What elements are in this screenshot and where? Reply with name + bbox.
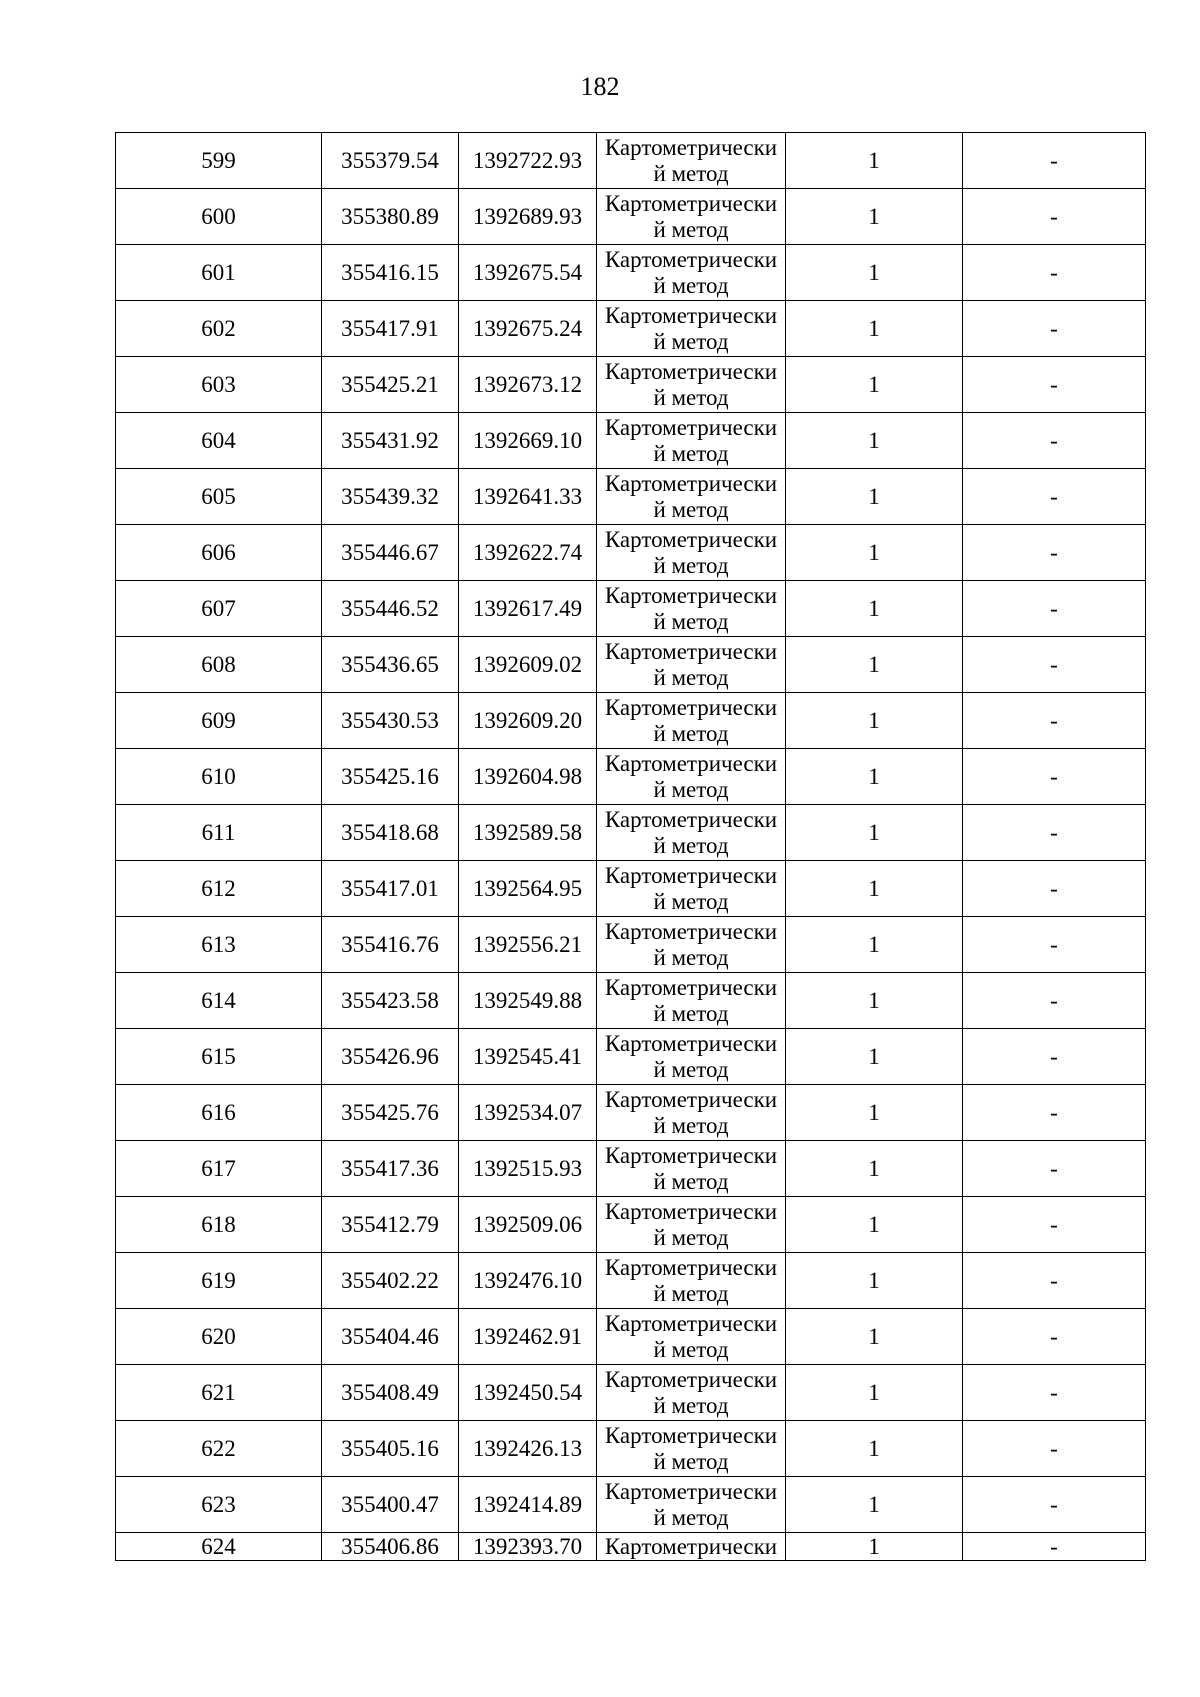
method-line-1: Картометрически [604, 526, 778, 552]
table-row [116, 637, 1146, 693]
x-coordinate-cell: 355426.96 [322, 1029, 459, 1085]
note-cell: - [963, 301, 1146, 357]
page-number: 182 [580, 72, 620, 101]
method-line-1: Картометрически [604, 1086, 778, 1112]
precision-cell: 1 [786, 1085, 963, 1141]
note-cell: - [963, 1533, 1146, 1561]
point-number-cell: 611 [116, 805, 322, 861]
note-cell: - [963, 693, 1146, 749]
point-number-cell: 614 [116, 973, 322, 1029]
method-line-1: Картометрически [604, 750, 778, 776]
note-cell: - [963, 357, 1146, 413]
note-cell: - [963, 413, 1146, 469]
method-line-1: Картометрически [604, 862, 778, 888]
x-coordinate-cell: 355416.15 [322, 245, 459, 301]
method-line-2: й метод [653, 608, 729, 634]
note-cell: - [963, 637, 1146, 693]
method-cell [597, 1309, 786, 1365]
method-line-1: Картометрически [604, 134, 778, 160]
method-line-2: й метод [653, 720, 729, 746]
y-coordinate-cell: 1392609.20 [459, 693, 597, 749]
y-coordinate-cell: 1392534.07 [459, 1085, 597, 1141]
method-cell [597, 861, 786, 917]
precision-cell: 1 [786, 1533, 963, 1561]
table-row [116, 189, 1146, 245]
note-cell: - [963, 1477, 1146, 1533]
point-number-cell: 602 [116, 301, 322, 357]
point-number-cell: 620 [116, 1309, 322, 1365]
method-line-1: Картометрически [604, 1422, 778, 1448]
table-row [116, 581, 1146, 637]
precision-cell: 1 [786, 1477, 963, 1533]
y-coordinate-cell: 1392617.49 [459, 581, 597, 637]
y-coordinate-cell: 1392675.24 [459, 301, 597, 357]
method-cell [597, 413, 786, 469]
method-line-1: Картометрически [604, 694, 778, 720]
method-cell [597, 189, 786, 245]
x-coordinate-cell: 355417.91 [322, 301, 459, 357]
x-coordinate-cell: 355405.16 [322, 1421, 459, 1477]
y-coordinate-cell: 1392609.02 [459, 637, 597, 693]
method-line-1: Картометрически [604, 1198, 778, 1224]
note-cell: - [963, 245, 1146, 301]
method-line-1: Картометрически [604, 1534, 778, 1559]
note-cell: - [963, 1365, 1146, 1421]
x-coordinate-cell: 355400.47 [322, 1477, 459, 1533]
method-line-2: й метод [653, 440, 729, 466]
x-coordinate-cell: 355425.16 [322, 749, 459, 805]
method-cell [597, 1365, 786, 1421]
precision-cell: 1 [786, 1253, 963, 1309]
table-row [116, 1197, 1146, 1253]
point-number-cell: 618 [116, 1197, 322, 1253]
method-line-2: й метод [653, 1504, 729, 1530]
method-line-1: Картометрически [604, 246, 778, 272]
x-coordinate-cell: 355436.65 [322, 637, 459, 693]
y-coordinate-cell: 1392393.70 [459, 1533, 597, 1561]
table-row [116, 1309, 1146, 1365]
precision-cell: 1 [786, 1029, 963, 1085]
method-cell [597, 301, 786, 357]
x-coordinate-cell: 355423.58 [322, 973, 459, 1029]
y-coordinate-cell: 1392589.58 [459, 805, 597, 861]
point-number-cell: 608 [116, 637, 322, 693]
x-coordinate-cell: 355412.79 [322, 1197, 459, 1253]
precision-cell: 1 [786, 189, 963, 245]
y-coordinate-cell: 1392689.93 [459, 189, 597, 245]
table-row [116, 973, 1146, 1029]
table-body [116, 133, 1146, 1561]
note-cell: - [963, 1309, 1146, 1365]
y-coordinate-cell: 1392564.95 [459, 861, 597, 917]
method-line-1: Картометрически [604, 1310, 778, 1336]
precision-cell: 1 [786, 1141, 963, 1197]
y-coordinate-cell: 1392509.06 [459, 1197, 597, 1253]
y-coordinate-cell: 1392622.74 [459, 525, 597, 581]
method-cell [597, 693, 786, 749]
y-coordinate-cell: 1392675.54 [459, 245, 597, 301]
point-number-cell: 600 [116, 189, 322, 245]
precision-cell: 1 [786, 469, 963, 525]
table-row [116, 917, 1146, 973]
note-cell: - [963, 1141, 1146, 1197]
method-cell [597, 805, 786, 861]
precision-cell: 1 [786, 413, 963, 469]
note-cell: - [963, 805, 1146, 861]
precision-cell: 1 [786, 581, 963, 637]
method-line-2: й метод [653, 1056, 729, 1082]
method-cell [597, 581, 786, 637]
note-cell: - [963, 133, 1146, 189]
x-coordinate-cell: 355402.22 [322, 1253, 459, 1309]
precision-cell: 1 [786, 525, 963, 581]
method-cell [597, 1085, 786, 1141]
precision-cell: 1 [786, 245, 963, 301]
table-row [116, 693, 1146, 749]
precision-cell: 1 [786, 917, 963, 973]
note-cell: - [963, 1421, 1146, 1477]
method-line-2: й метод [653, 496, 729, 522]
method-line-2: й метод [653, 1448, 729, 1474]
method-line-1: Картометрически [604, 302, 778, 328]
note-cell: - [963, 1197, 1146, 1253]
method-line-2: й метод [653, 1224, 729, 1250]
x-coordinate-cell: 355431.92 [322, 413, 459, 469]
precision-cell: 1 [786, 301, 963, 357]
table-row [116, 749, 1146, 805]
y-coordinate-cell: 1392673.12 [459, 357, 597, 413]
x-coordinate-cell: 355417.01 [322, 861, 459, 917]
point-number-cell: 610 [116, 749, 322, 805]
x-coordinate-cell: 355425.76 [322, 1085, 459, 1141]
table-row [116, 357, 1146, 413]
point-number-cell: 603 [116, 357, 322, 413]
method-line-2: й метод [653, 888, 729, 914]
point-number-cell: 622 [116, 1421, 322, 1477]
precision-cell: 1 [786, 133, 963, 189]
x-coordinate-cell: 355425.21 [322, 357, 459, 413]
table-row [116, 1029, 1146, 1085]
y-coordinate-cell: 1392450.54 [459, 1365, 597, 1421]
method-line-1: Картометрически [604, 1030, 778, 1056]
precision-cell: 1 [786, 1421, 963, 1477]
method-line-2: й метод [653, 1336, 729, 1362]
point-number-cell: 609 [116, 693, 322, 749]
table-row [116, 1253, 1146, 1309]
point-number-cell: 617 [116, 1141, 322, 1197]
table-row [116, 245, 1146, 301]
table-row [116, 1365, 1146, 1421]
method-line-2: й метод [653, 1392, 729, 1418]
method-cell [597, 1421, 786, 1477]
method-cell [597, 245, 786, 301]
table-row [116, 525, 1146, 581]
note-cell: - [963, 1253, 1146, 1309]
method-line-2: й метод [653, 1280, 729, 1306]
point-number-cell: 607 [116, 581, 322, 637]
note-cell: - [963, 581, 1146, 637]
point-number-cell: 624 [116, 1533, 322, 1561]
point-number-cell: 616 [116, 1085, 322, 1141]
table-row [116, 1533, 1146, 1561]
precision-cell: 1 [786, 1309, 963, 1365]
precision-cell: 1 [786, 637, 963, 693]
point-number-cell: 613 [116, 917, 322, 973]
precision-cell: 1 [786, 805, 963, 861]
y-coordinate-cell: 1392669.10 [459, 413, 597, 469]
note-cell: - [963, 525, 1146, 581]
table-row [116, 469, 1146, 525]
method-cell [597, 917, 786, 973]
precision-cell: 1 [786, 693, 963, 749]
point-number-cell: 621 [116, 1365, 322, 1421]
point-number-cell: 612 [116, 861, 322, 917]
x-coordinate-cell: 355439.32 [322, 469, 459, 525]
method-cell [597, 973, 786, 1029]
y-coordinate-cell: 1392556.21 [459, 917, 597, 973]
y-coordinate-cell: 1392722.93 [459, 133, 597, 189]
table-row [116, 861, 1146, 917]
y-coordinate-cell: 1392476.10 [459, 1253, 597, 1309]
y-coordinate-cell: 1392641.33 [459, 469, 597, 525]
method-line-2: й метод [653, 1112, 729, 1138]
table-row [116, 1141, 1146, 1197]
x-coordinate-cell: 355446.52 [322, 581, 459, 637]
note-cell: - [963, 189, 1146, 245]
y-coordinate-cell: 1392515.93 [459, 1141, 597, 1197]
method-line-2: й метод [653, 1000, 729, 1026]
precision-cell: 1 [786, 357, 963, 413]
method-cell [597, 469, 786, 525]
note-cell: - [963, 1029, 1146, 1085]
precision-cell: 1 [786, 1197, 963, 1253]
point-number-cell: 619 [116, 1253, 322, 1309]
method-line-2: й метод [653, 664, 729, 690]
method-cell [597, 1253, 786, 1309]
x-coordinate-cell: 355408.49 [322, 1365, 459, 1421]
y-coordinate-cell: 1392604.98 [459, 749, 597, 805]
method-line-1: Картометрически [604, 1142, 778, 1168]
method-line-2: й метод [653, 832, 729, 858]
y-coordinate-cell: 1392426.13 [459, 1421, 597, 1477]
method-cell [597, 637, 786, 693]
method-line-2: й метод [653, 216, 729, 242]
method-line-2: й метод [653, 552, 729, 578]
y-coordinate-cell: 1392414.89 [459, 1477, 597, 1533]
x-coordinate-cell: 355418.68 [322, 805, 459, 861]
method-line-1: Картометрически [604, 918, 778, 944]
method-line-1: Картометрически [604, 414, 778, 440]
method-cell [597, 1197, 786, 1253]
x-coordinate-cell: 355417.36 [322, 1141, 459, 1197]
method-line-1: Картометрически [604, 1478, 778, 1504]
method-line-2: й метод [653, 272, 729, 298]
table-row [116, 1477, 1146, 1533]
precision-cell: 1 [786, 973, 963, 1029]
point-number-cell: 604 [116, 413, 322, 469]
table-row [116, 1085, 1146, 1141]
method-cell [597, 133, 786, 189]
method-line-1: Картометрически [604, 638, 778, 664]
y-coordinate-cell: 1392549.88 [459, 973, 597, 1029]
precision-cell: 1 [786, 1365, 963, 1421]
method-line-2: й метод [653, 160, 729, 186]
point-number-cell: 623 [116, 1477, 322, 1533]
note-cell: - [963, 917, 1146, 973]
x-coordinate-cell: 355446.67 [322, 525, 459, 581]
table-row [116, 1421, 1146, 1477]
point-number-cell: 599 [116, 133, 322, 189]
y-coordinate-cell: 1392545.41 [459, 1029, 597, 1085]
method-cell [597, 1141, 786, 1197]
method-line-2: й метод [653, 1168, 729, 1194]
note-cell: - [963, 749, 1146, 805]
precision-cell: 1 [786, 749, 963, 805]
x-coordinate-cell: 355379.54 [322, 133, 459, 189]
coordinates-table [115, 132, 1146, 1561]
note-cell: - [963, 469, 1146, 525]
method-cell [597, 525, 786, 581]
note-cell: - [963, 861, 1146, 917]
x-coordinate-cell: 355416.76 [322, 917, 459, 973]
method-line-1: Картометрически [604, 974, 778, 1000]
method-line-1: Картометрически [604, 358, 778, 384]
note-cell: - [963, 973, 1146, 1029]
point-number-cell: 615 [116, 1029, 322, 1085]
method-line-2: й метод [653, 328, 729, 354]
method-line-1: Картометрически [604, 190, 778, 216]
table-row [116, 805, 1146, 861]
table-row [116, 133, 1146, 189]
point-number-cell: 606 [116, 525, 322, 581]
method-cell [597, 749, 786, 805]
method-line-2: й метод [653, 944, 729, 970]
method-line-1: Картометрически [604, 1366, 778, 1392]
method-cell [597, 1477, 786, 1533]
method-cell [597, 1029, 786, 1085]
x-coordinate-cell: 355430.53 [322, 693, 459, 749]
point-number-cell: 601 [116, 245, 322, 301]
method-line-1: Картометрически [604, 806, 778, 832]
method-line-2: й метод [653, 776, 729, 802]
x-coordinate-cell: 355404.46 [322, 1309, 459, 1365]
x-coordinate-cell: 355406.86 [322, 1533, 459, 1561]
method-line-1: Картометрически [604, 470, 778, 496]
method-line-1: Картометрически [604, 1254, 778, 1280]
method-line-2: й метод [653, 384, 729, 410]
method-cell [597, 1533, 786, 1561]
point-number-cell: 605 [116, 469, 322, 525]
note-cell: - [963, 1085, 1146, 1141]
method-cell [597, 357, 786, 413]
x-coordinate-cell: 355380.89 [322, 189, 459, 245]
precision-cell: 1 [786, 861, 963, 917]
table-row [116, 301, 1146, 357]
y-coordinate-cell: 1392462.91 [459, 1309, 597, 1365]
method-line-1: Картометрически [604, 582, 778, 608]
table-row [116, 413, 1146, 469]
